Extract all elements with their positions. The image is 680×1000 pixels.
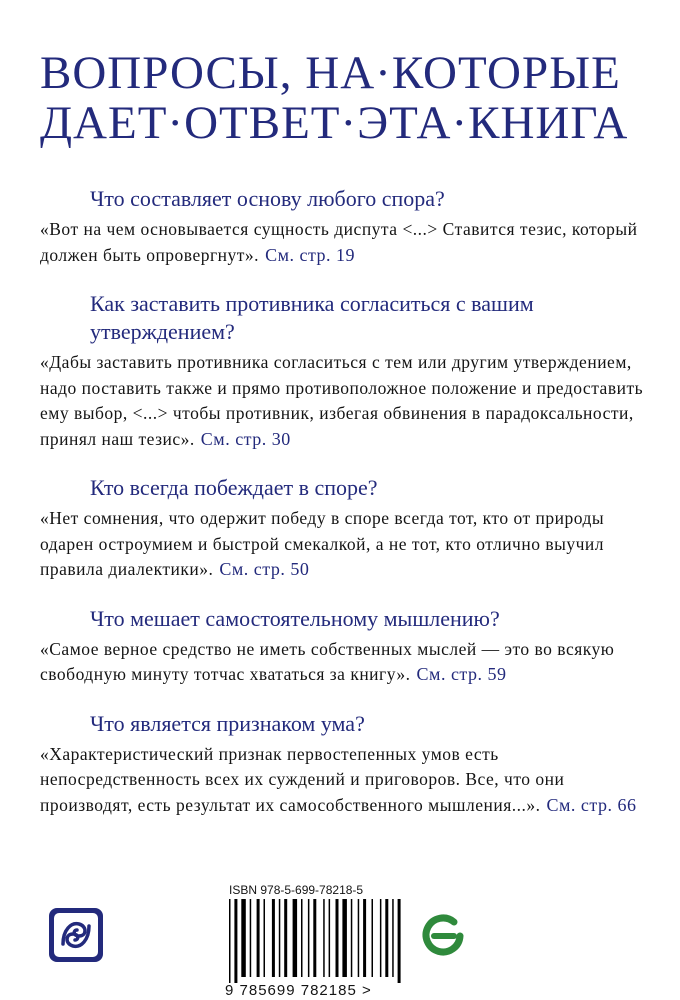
page-reference: См. стр. 19 bbox=[265, 244, 356, 265]
quote-body: «Характеристический признак первостепенных умов есть непосредственность всех их суждений и приговоров. Все, что они производят, есть результат их самособственного мышления...». bbox=[40, 743, 565, 815]
page-reference: См. стр. 66 bbox=[546, 794, 637, 815]
page-reference: См. стр. 30 bbox=[200, 428, 291, 449]
barcode-icon bbox=[225, 899, 405, 983]
page-reference: См. стр. 59 bbox=[416, 664, 507, 684]
quote-body: «Самое верное средство не иметь собственных мыслей — это во всякую свободную минуту тотчас хвататься за книгу». bbox=[40, 638, 615, 684]
qa-sections bbox=[40, 185, 650, 840]
quote-body: «Дабы заставить противника согласиться с тем или другим утверждением, надо поставить также и прямо противоположное положение и предоставить ему выбор, <...> чтобы противник, избегая обвинения в парадоксальности, принял наш тезис». bbox=[40, 352, 644, 449]
qa-section bbox=[40, 185, 650, 268]
title-line-1: ВОПРОСЫ, НА·КОТОРЫЕ bbox=[40, 47, 621, 99]
isbn-barcode-block bbox=[225, 883, 405, 999]
quote-body: «Нет сомнения, что одержит победу в споре всегда тот, кто от природы одарен остроумием и быстрой смекалкой, а не тот, кто отлично выучил правила диалектики». bbox=[40, 508, 605, 579]
question-heading: Что составляет основу любого спора? bbox=[90, 186, 445, 211]
ornamental-square-logo-icon bbox=[47, 906, 105, 964]
question-heading: Что является признаком ума? bbox=[90, 710, 365, 736]
quote-body: «Вот на чем основывается сущность диспута <...> Ставится тезис, который должен быть опровергнут». bbox=[40, 219, 638, 265]
book-back-title bbox=[40, 48, 660, 148]
qa-section bbox=[40, 605, 650, 688]
qa-section bbox=[40, 710, 650, 819]
quote-text bbox=[40, 350, 650, 452]
question-heading: Что мешает самостоятельному мышлению? bbox=[90, 605, 500, 631]
title-line-2: ДАЕТ·ОТВЕТ·ЭТА·КНИГА bbox=[40, 97, 629, 149]
isbn-label: ISBN 978-5-699-78218-5 bbox=[229, 883, 364, 897]
quote-text bbox=[40, 217, 650, 268]
quote-text bbox=[40, 506, 650, 583]
qa-section bbox=[40, 474, 650, 583]
barcode-digits: 9 785699 782185 > bbox=[225, 982, 372, 999]
question-heading: Как заставить противника согласиться с вашим утверждением? bbox=[90, 291, 534, 344]
page-reference: См. стр. 50 bbox=[219, 559, 310, 579]
quote-text bbox=[40, 637, 650, 688]
eksmo-e-logo-icon bbox=[420, 912, 466, 958]
qa-section bbox=[40, 290, 650, 452]
question-heading: Кто всегда побеждает в споре? bbox=[90, 475, 378, 500]
quote-text bbox=[40, 742, 650, 819]
